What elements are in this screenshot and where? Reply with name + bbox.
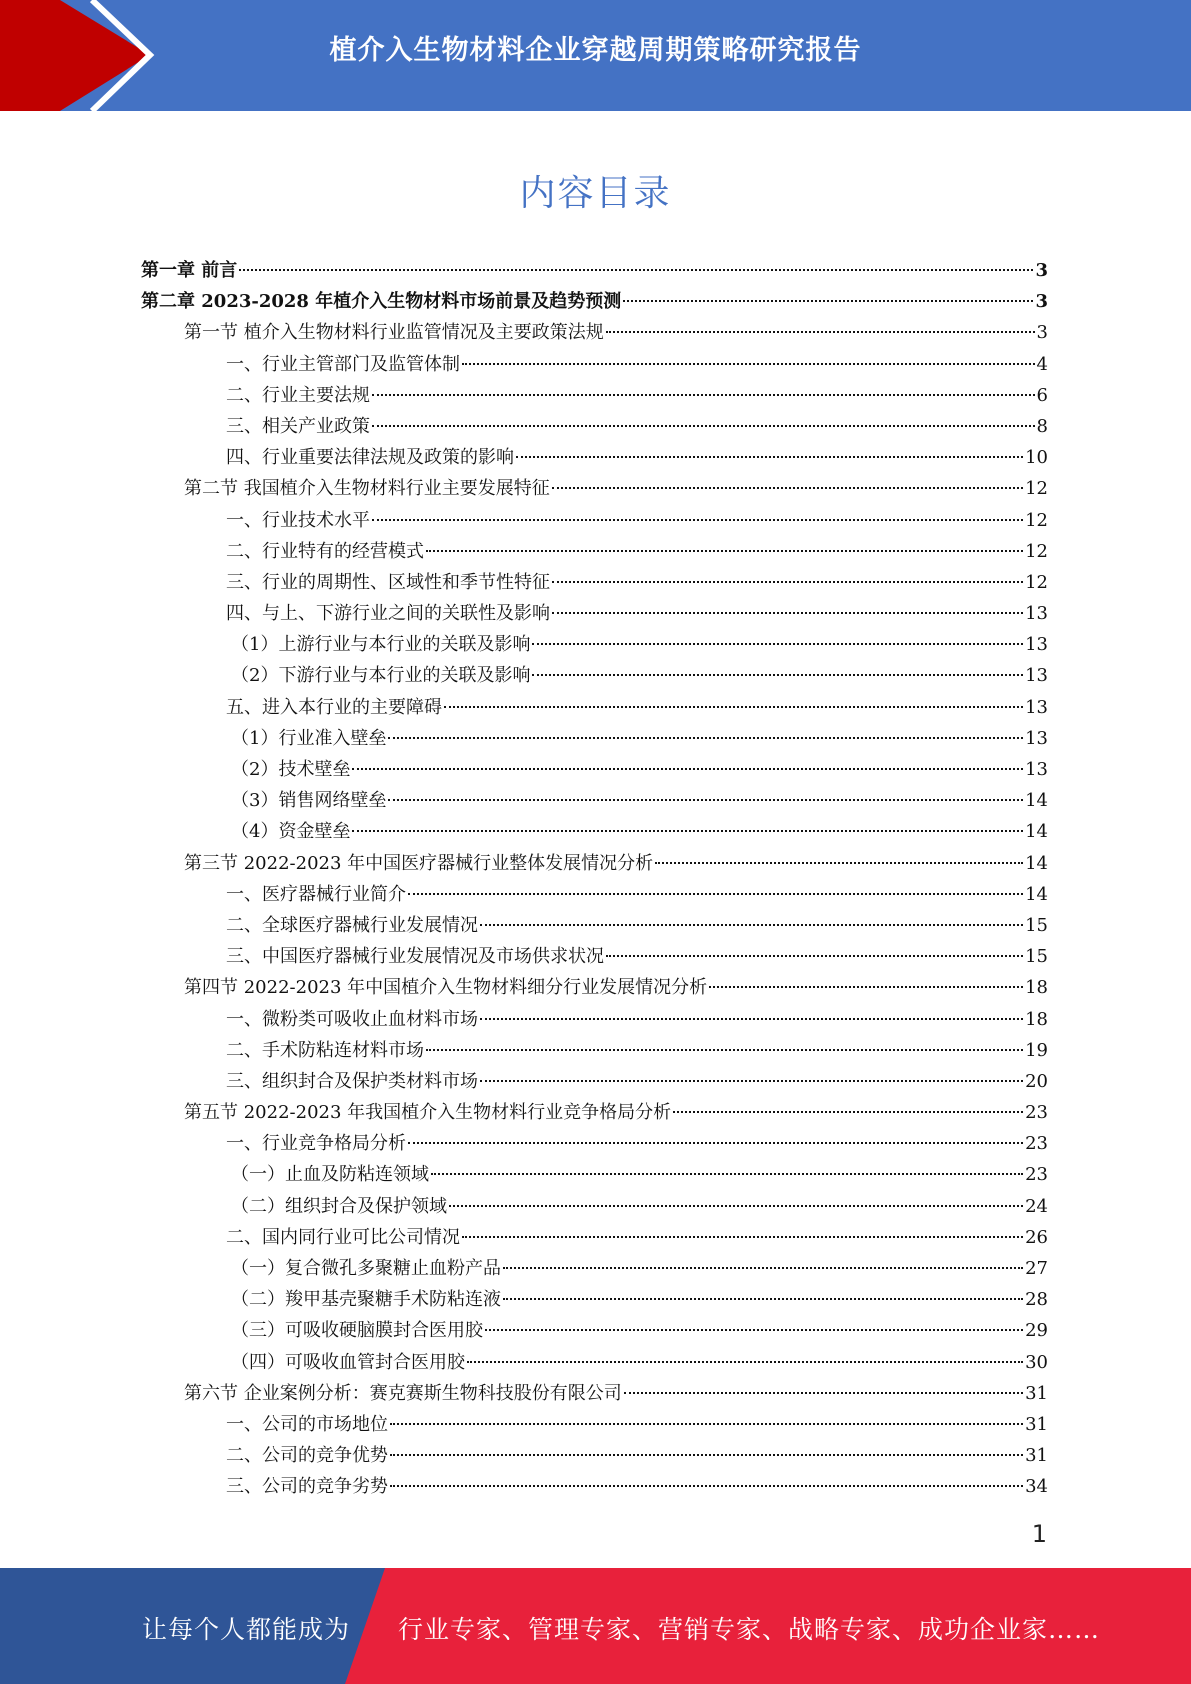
toc-entry[interactable] (141, 380, 1048, 411)
toc-entry-page: 23 (1025, 1133, 1048, 1155)
toc-entry[interactable] (141, 1471, 1048, 1502)
toc-entry[interactable] (141, 442, 1048, 473)
toc-entry-label: （一）止血及防粘连领域 (231, 1164, 429, 1186)
toc-entry[interactable] (141, 1253, 1048, 1284)
toc-entry-label: （二）组织封合及保护领域 (231, 1195, 447, 1217)
toc-entry[interactable] (141, 255, 1048, 286)
toc-entry-page: 15 (1025, 946, 1048, 968)
toc-dot-leader (552, 581, 1023, 583)
toc-entry[interactable] (141, 1284, 1048, 1315)
toc-entry[interactable] (141, 1409, 1048, 1440)
toc-entry-page: 13 (1025, 634, 1048, 656)
toc-entry-label: 三、中国医疗器械行业发展情况及市场供求状况 (226, 946, 604, 968)
toc-dot-leader (444, 706, 1023, 708)
toc-entry-page: 12 (1025, 571, 1048, 593)
toc-entry-label: 三、行业的周期性、区域性和季节性特征 (226, 571, 550, 593)
toc-entry-label: 三、相关产业政策 (226, 415, 370, 437)
toc-entry-label: （3）销售网络壁垒 (231, 790, 387, 812)
toc-entry[interactable] (141, 1128, 1048, 1159)
toc-entry-label: 第二节 我国植介入生物材料行业主要发展特征 (184, 478, 550, 500)
toc-entry-page: 14 (1025, 821, 1048, 843)
toc-entry-label: （4）资金壁垒 (231, 821, 351, 843)
toc-entry-page: 8 (1036, 415, 1048, 437)
toc-entry-label: 一、医疗器械行业简介 (226, 883, 406, 905)
toc-entry-label: 一、微粉类可吸收止血材料市场 (226, 1008, 478, 1030)
toc-entry[interactable] (141, 505, 1048, 536)
toc-dot-leader (709, 986, 1023, 988)
toc-entry[interactable] (141, 848, 1048, 879)
toc-entry[interactable] (141, 1347, 1048, 1378)
toc-entry-page: 12 (1025, 478, 1048, 500)
toc-entry[interactable] (141, 286, 1048, 317)
toc-entry-label: 二、手术防粘连材料市场 (226, 1039, 424, 1061)
toc-entry-page: 27 (1025, 1258, 1048, 1279)
toc-dot-leader (516, 456, 1023, 458)
toc-entry[interactable] (141, 660, 1048, 691)
toc-dot-leader (552, 612, 1023, 614)
toc-entry-page: 10 (1025, 447, 1048, 469)
footer-slogan-left: 让每个人都能成为 (142, 1615, 351, 1644)
toc-entry[interactable] (141, 536, 1048, 567)
toc-dot-leader (239, 269, 1033, 271)
toc-entry-label: 第一节 植介入生物材料行业监管情况及主要政策法规 (184, 322, 604, 344)
toc-entry-label: 第二章 2023-2028 年植介入生物材料市场前景及趋势预测 (141, 291, 622, 313)
toc-entry-label: （四）可吸收血管封合医用胶 (231, 1351, 465, 1373)
toc-entry-page: 12 (1025, 540, 1048, 562)
toc-entry-page: 30 (1025, 1351, 1048, 1373)
toc-dot-leader (532, 643, 1023, 645)
toc-entry-page: 20 (1025, 1070, 1048, 1092)
toc-dot-leader (532, 674, 1023, 676)
toc-entry-label: 五、进入本行业的主要障碍 (226, 696, 442, 718)
toc-dot-leader (388, 737, 1023, 739)
toc-entry-page: 26 (1025, 1226, 1048, 1248)
toc-entry[interactable] (141, 317, 1048, 348)
toc-entry-label: 二、行业主要法规 (226, 384, 370, 406)
toc-entry-page: 4 (1036, 353, 1048, 375)
toc-dot-leader (480, 1080, 1023, 1082)
toc-entry-label: 三、公司的竞争劣势 (226, 1476, 388, 1498)
toc-dot-leader (372, 394, 1035, 396)
toc-dot-leader (623, 300, 1033, 302)
toc-entry[interactable] (141, 411, 1048, 442)
toc-dot-leader (655, 862, 1023, 864)
toc-entry-page: 6 (1036, 384, 1048, 406)
toc-entry-page: 3 (1035, 260, 1048, 281)
toc-entry-label: 一、公司的市场地位 (226, 1413, 388, 1435)
toc-entry-page: 3 (1036, 322, 1048, 344)
toc-entry[interactable] (141, 816, 1048, 847)
toc-entry-label: 二、行业特有的经营模式 (226, 540, 424, 562)
toc-entry-page: 13 (1025, 665, 1048, 687)
toc-entry[interactable] (141, 692, 1048, 723)
toc-entry[interactable] (141, 1159, 1048, 1190)
toc-entry-label: 一、行业主管部门及监管体制 (226, 353, 460, 375)
toc-entry-label: 二、全球医疗器械行业发展情况 (226, 914, 478, 936)
toc-entry-page: 13 (1025, 759, 1048, 780)
toc-dot-leader (624, 1392, 1023, 1394)
toc-dot-leader (408, 1142, 1023, 1144)
toc-entry[interactable] (141, 1066, 1048, 1097)
toc-dot-leader (352, 830, 1023, 832)
toc-entry[interactable] (141, 1222, 1048, 1253)
toc-entry[interactable] (141, 723, 1048, 754)
toc-entry-page: 13 (1025, 727, 1048, 749)
toc-entry-label: （二）羧甲基壳聚糖手术防粘连液 (231, 1289, 501, 1311)
toc-entry-page: 28 (1025, 1289, 1048, 1311)
toc-entry-page: 3 (1035, 291, 1048, 313)
toc-entry[interactable] (141, 754, 1048, 785)
toc-entry-label: （1）上游行业与本行业的关联及影响 (231, 634, 531, 656)
toc-dot-leader (673, 1111, 1023, 1113)
toc-entry-label: （2）技术壁垒 (231, 759, 351, 780)
toc-entry-page: 34 (1025, 1476, 1048, 1498)
toc-entry-page: 14 (1025, 852, 1048, 874)
report-footer (0, 1568, 1191, 1684)
toc-entry[interactable] (141, 1378, 1048, 1409)
toc-entry[interactable] (141, 629, 1048, 660)
toc-entry-label: 第三节 2022-2023 年中国医疗器械行业整体发展情况分析 (184, 852, 654, 874)
toc-dot-leader (480, 924, 1023, 926)
toc-entry-label: 第一章 前言 (141, 260, 238, 281)
toc-entry-page: 18 (1025, 977, 1048, 999)
toc-entry[interactable] (141, 1097, 1048, 1128)
toc-dot-leader (388, 799, 1023, 801)
toc-dot-leader (503, 1267, 1023, 1269)
toc-dot-leader (372, 425, 1035, 427)
toc-entry-label: 二、国内同行业可比公司情况 (226, 1226, 460, 1248)
report-title: 植介入生物材料企业穿越周期策略研究报告 (329, 35, 862, 66)
toc-entry-label: 二、公司的竞争优势 (226, 1445, 388, 1467)
toc-entry-page: 29 (1025, 1320, 1048, 1342)
toc-entry-page: 14 (1025, 883, 1048, 905)
toc-dot-leader (426, 550, 1023, 552)
toc-dot-leader (449, 1205, 1023, 1207)
toc-dot-leader (372, 519, 1023, 521)
toc-dot-leader (462, 1236, 1023, 1238)
toc-dot-leader (426, 1049, 1023, 1051)
toc-dot-leader (467, 1361, 1023, 1363)
toc-entry[interactable] (141, 879, 1048, 910)
toc-entry-page: 15 (1025, 914, 1048, 936)
toc-entry[interactable] (141, 349, 1048, 380)
toc-entry-page: 13 (1025, 696, 1048, 718)
toc-entry-label: 第四节 2022-2023 年中国植介入生物材料细分行业发展情况分析 (184, 977, 708, 999)
toc-dot-leader (552, 487, 1023, 489)
toc-entry-label: （1）行业准入壁垒 (231, 727, 387, 749)
toc-entry[interactable] (141, 1440, 1048, 1471)
toc-heading: 内容目录 (519, 173, 672, 214)
toc-entry-page: 13 (1025, 603, 1048, 625)
toc-entry-label: （三）可吸收硬脑膜封合医用胶 (231, 1320, 483, 1342)
toc-entry[interactable] (141, 1315, 1048, 1346)
toc-entry-page: 18 (1025, 1008, 1048, 1030)
toc-entry-label: （2）下游行业与本行业的关联及影响 (231, 665, 531, 687)
toc-entry[interactable] (141, 1004, 1048, 1035)
toc-dot-leader (606, 331, 1035, 333)
toc-entry-label: 四、行业重要法律法规及政策的影响 (226, 447, 514, 469)
toc-dot-leader (431, 1173, 1023, 1175)
footer-slogan-right: 行业专家、管理专家、营销专家、战略专家、成功企业家…… (398, 1615, 1101, 1644)
toc-entry-label: 一、行业技术水平 (226, 509, 370, 531)
toc-dot-leader (503, 1298, 1023, 1300)
toc-dot-leader (390, 1485, 1023, 1487)
table-of-contents (141, 255, 1048, 1503)
report-header (0, 0, 1191, 111)
toc-entry[interactable] (141, 941, 1048, 972)
toc-entry-label: （一）复合微孔多聚糖止血粉产品 (231, 1258, 501, 1279)
toc-entry-page: 23 (1025, 1102, 1048, 1124)
toc-dot-leader (606, 955, 1023, 957)
toc-entry-page: 23 (1025, 1164, 1048, 1186)
toc-entry[interactable] (141, 473, 1048, 504)
toc-dot-leader (390, 1423, 1023, 1425)
toc-entry-page: 31 (1025, 1382, 1048, 1404)
toc-entry-page: 24 (1025, 1195, 1048, 1217)
toc-entry[interactable] (141, 598, 1048, 629)
toc-dot-leader (480, 1018, 1023, 1020)
toc-entry-label: 一、行业竞争格局分析 (226, 1133, 406, 1155)
toc-entry[interactable] (141, 1191, 1048, 1222)
toc-dot-leader (408, 893, 1023, 895)
toc-dot-leader (352, 768, 1023, 770)
toc-dot-leader (390, 1454, 1023, 1456)
toc-entry-label: 第五节 2022-2023 年我国植介入生物材料行业竞争格局分析 (184, 1102, 672, 1124)
toc-entry-label: 第六节 企业案例分析：赛克赛斯生物科技股份有限公司 (184, 1382, 622, 1404)
toc-entry[interactable] (141, 972, 1048, 1003)
toc-entry-page: 12 (1025, 509, 1048, 531)
toc-entry[interactable] (141, 1035, 1048, 1066)
toc-entry-page: 31 (1025, 1413, 1048, 1435)
toc-entry-page: 31 (1025, 1445, 1048, 1467)
toc-entry-label: 三、组织封合及保护类材料市场 (226, 1070, 478, 1092)
toc-entry-label: 四、与上、下游行业之间的关联性及影响 (226, 603, 550, 625)
toc-dot-leader (485, 1329, 1023, 1331)
toc-entry[interactable] (141, 785, 1048, 816)
toc-entry-page: 19 (1025, 1039, 1048, 1061)
toc-entry[interactable] (141, 910, 1048, 941)
page-number: 1 (1031, 1520, 1047, 1548)
toc-entry-page: 14 (1025, 790, 1048, 812)
toc-dot-leader (462, 363, 1035, 365)
toc-entry[interactable] (141, 567, 1048, 598)
